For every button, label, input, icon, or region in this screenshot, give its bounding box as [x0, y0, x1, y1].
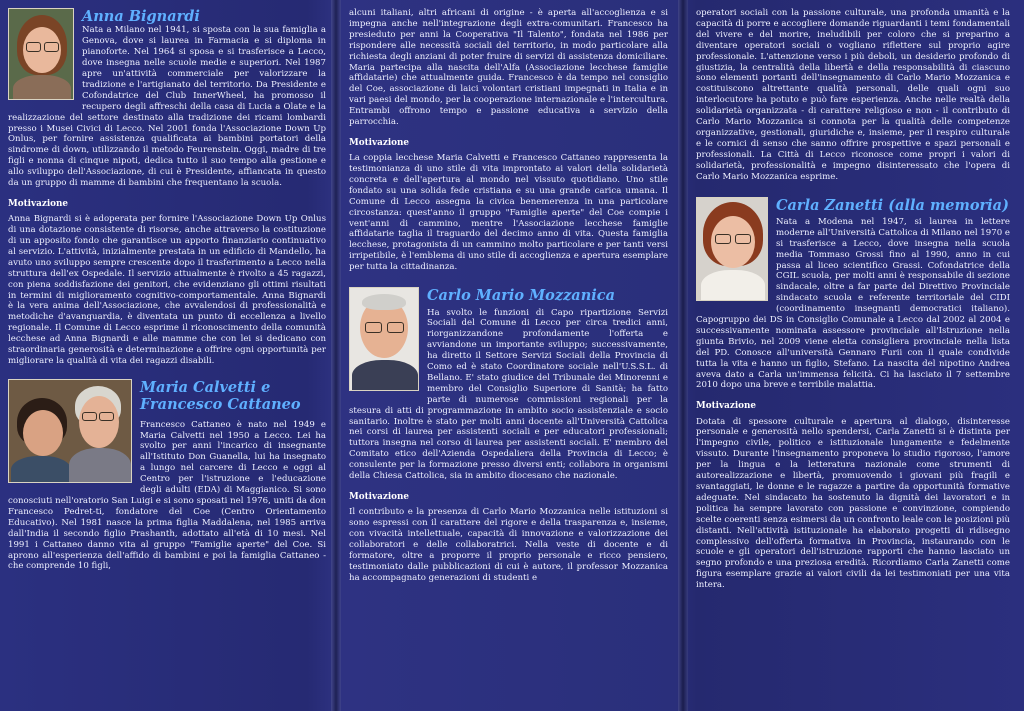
- profile-anna-bignardi: [8, 8, 326, 367]
- profile-carla-zanetti: [696, 197, 1010, 592]
- name-maria-calvetti: Maria Calvetti e: [140, 378, 271, 396]
- motivation-heading-anna: Motivazione: [8, 198, 69, 209]
- bio-anna-bignardi: Nata a Milano nel 1941, si sposta con la sua famiglia a Genova, dove si laurea in Farmacia e si diploma in pianoforte. Nel 1964 si sposa e si trasferisce a Lecco, dove insegna nelle scuole medie e superiori. Nel 1987 apre un'attività commerciale per valorizzare la tradizione e l'artigianato del territorio. Da Presidente e Cofondatrice del Club InnerWheel, ha promosso il recupero degli affreschi della casa di Lucia a Olate e la realizzazione del settore destinato alla tradizione dei ricami lombardi presso i Musei Civici di Lecco. Nel 2001 fonda l'Associazione Down Up Onlus, per fornire assistenza qualificata ai bambini portatori della sindrome di down, utilizzando il metodo Feurenstein. Oggi, madre di tre figli e nonna di cinque nipoti, dedica tutto il suo tempo alla gestione e allo sviluppo dell'Associazione, di cui è Presidente, affiancata in questo da un gruppo di mamme di bambini che frequentano la scuola.: [8, 25, 326, 189]
- name-carla-zanetti: Carla Zanetti (alla memoria): [776, 196, 1009, 214]
- name-carlo-mario-mozzanica: Carlo Mario Mozzanica: [427, 287, 615, 305]
- motivation-heading-calvetti: Motivazione: [349, 137, 410, 148]
- motivation-carlo-mario-mozzanica-continued: operatori sociali con la passione culturale, una profonda umanità e la capacità di porre e accogliere domande riguardanti i temi fondamentali del vivere e del morire, ineludibili per coloro che si preparino a diventare operatori sociali o vogliano riflettere sul proprio agire professionale. L'attenzione verso i più deboli, un desiderio profondo di giustizia, la centralità della libertà e della responsabilità di ciascuno sono elementi portanti dell'insegnamento di Carlo Mario Mozzanica e costituiscono altrettante qualità personali, delle quali ogni suo interlocutore ha potuto e può fare esperienza. Anche nelle realtà della solidarietà organizzata - di carattere religioso e non - il contributo di Carlo Mario Mozzanica si connota per la qualità delle competenze organizzative, gestionali, giuridiche e, insieme, per il respiro culturale e le cornici di senso che sanno offrire prospettive e spazi personali e professionali. La Città di Lecco riconosce come propri i valori di solidarietà, professionalità e impegno disinteressato che l'opera di Carlo Mario Mozzanica esprime.: [696, 8, 1010, 182]
- portrait-carlo-mario-mozzanica: [349, 287, 419, 391]
- name-anna-bignardi: Anna Bignardi: [82, 8, 200, 25]
- profile-calvetti-cattaneo: [8, 379, 326, 572]
- motivation-carlo-mario-mozzanica: Il contributo e la presenza di Carlo Mario Mozzanica nelle istituzioni si sono espressi con il carattere del rigore e della trasparenza e, insieme, con vivacità intellettuale, capacità di innovazione e valorizzazione dei collaboratori e delle collaboratrici. Nella veste di docente e di formatore, oltre a proporre il proprio personale e ricco pensiero, testimoniato dalle pubblicazioni di cui è autore, il professor Mozzanica ha accompagnato generazioni di studenti e: [349, 507, 668, 583]
- motivation-heading-zanetti: Motivazione: [696, 401, 757, 412]
- panel-middle: [339, 0, 680, 711]
- portrait-carla-zanetti: [696, 197, 768, 301]
- panel-left: [0, 0, 334, 711]
- portrait-anna-bignardi: [8, 8, 74, 100]
- name-francesco-cattaneo: Francesco Cattaneo: [140, 396, 301, 414]
- bio-carlo-mario-mozzanica: Ha svolto le funzioni di Capo ripartizione Servizi Sociali del Comune di Lecco per circa tredici anni, riorganizzandone profondamente l'offerta e avviandone un importante sviluppo; successivamente, ha diretto il Settore Servizi Sociali della Provincia di Como ed è stato Coordinatore sociale nell'U.S.S.L. di Bellano. E' stato giudice del Tribunale dei Minorenni e membro del Consiglio Superiore di Sanità; ha fatto parte di numerose commissioni regionali per la stesura di atti di programmazione in ambito socio assistenziale e socio sanitario. Inoltre è stato per molti anni docente all'Università Cattolica nei corsi di laurea per assistenti sociali e per educatori professionali; tuttora insegna nel corso di laurea per assistenti sociali. E' membro del Comitato etico dell'Azienda Ospedaliera della Provincia di Lecco; è consulente per la formazione presso diversi enti; collabora in organismi della Chiesa Cattolica, sia in ambito diocesano che nazionale.: [349, 307, 668, 482]
- bio-carla-zanetti: Nata a Modena nel 1947, si laurea in lettere moderne all'Università Cattolica di Milano nel 1970 e si trasferisce a Lecco, dove insegna nella scuola media Tommaso Grossi fino al 1990, anno in cui passa al liceo scientifico Grassi. Cofondatrice della CGIL scuola, per molti anni è responsabile di sezione sindacale, oltre a far parte del Direttivo Provinciale sindacato scuola e referente territoriale del CIDI (coordinamento insegnanti democratici italiano). Capogruppo dei DS in Consiglio Comunale a Lecco dal 2002 al 2004 e successivamente nominata assessore provinciale all'Istruzione nella giunta Brivio, nel 2009 viene eletta consigliera provinciale nella lista del PD. Conosce all'università Gennaro Furii con il quale condivide tutta la vita e hanno un figlio, Stefano. La nascita del nipotino Andrea aveva dato a Carla un'immensa felicità. Ci ha lasciato il 7 settembre 2010 dopo una breve e terribile malattia.: [696, 216, 1010, 391]
- profile-carlo-mario-mozzanica: [349, 287, 668, 583]
- panel-right: [686, 0, 1024, 711]
- motivation-heading-mozzanica: Motivazione: [349, 492, 410, 502]
- bio-calvetti-cattaneo: Francesco Cattaneo è nato nel 1949 e Maria Calvetti nel 1950 a Lecco. Lei ha svolto per anni l'incarico di insegnante all'Istituto Don Guanella, lui ha insegnato a lungo nel carcere di Lecco e oggi al Centro per l'istruzione e l'educazione degli adulti (EDA) di Maggianico. Si sono conosciuti nell'oratorio San Luigi e si sono sposati nel 1976, uniti da don Francesco Pedret-ti, fondatore del Coe (Centro Orientamento Educativo). Nel 1981 nasce la prima figlia Maddalena, nel 1985 arriva dall'India il secondo figlio Prashanth, adottato all'età di 10 mesi. Nel 1991 i Cattaneo danno vita al gruppo "Famiglie aperte" del Coe. Si aprono all'esperienza dell'affido di bambini e poi la famiglia Cattaneo - che comprende 10 figli,: [8, 419, 326, 572]
- motivation-carla-zanetti: Dotata di spessore culturale e apertura al dialogo, disinteresse personale e generosità nello spendersi, Carla Zanetti si è distinta per l'impegno civile, politico e istituzionale lungamente e fedelmente vissuto. Durante l'insegnamento proponeva lo studio rigoroso, l'amore per la lingua e la letteratura nazionale come strumenti di autorealizzazione e libertà, promuovendo i giovani più fragili e svantaggiati, le donne e le ragazze a partire da opportunità formative adeguate. Nel sindacato ha sostenuto la dignità dei lavoratori e in politica ha sempre lavorato con passione e convinzione, compiendo scelte coerenti senza esimersi da un confronto leale con le posizioni più distanti. Nell'attività istituzionale ha elaborato progetti di ridisegno complessivo dell'offerta formativa in Provincia, instaurando con le scuole e gli operatori dell'istruzione rapporti che hanno lasciato un segno profondo e una preziosa eredità. Ricordiamo Carla Zanetti come figura esemplare grazie ai valori civili da lei testimoniati per una vita intera.: [696, 416, 1010, 591]
- motivation-anna-bignardi: Anna Bignardi si è adoperata per fornire l'Associazione Down Up Onlus di una dotazione consistente di risorse, anche attraverso la costituzione di un apposito fondo che garantisce un apporto finanziario continuativo al servizio. L'attività, inizialmente prestata in un edificio di Mandello, ha avuto uno sviluppo sempre crescente dopo il trasferimento a Lecco nella struttura dell'ex Ospedale. Il servizio attualmente è rivolto a 45 ragazzi, con piena soddisfazione dei genitori, che evidenziano gli ottimi risultati in termini di miglioramento cognitivo-comportamentale. Anna Bignardi è la vera anima dell'Associazione, che avvalendosi di professionalità e metodiche d'avanguardia, è diventata un punto di eccellenza a livello regionale. Il Comune di Lecco esprime il riconoscimento della comunità lecchese ad Anna Bignardi e alle mamme che con lei si dedicano con straordinaria generosità e determinazione a offrire ogni opportunità per migliorare la qualità di vita dei ragazzi disabili.: [8, 214, 326, 366]
- portrait-calvetti-cattaneo: [8, 379, 132, 483]
- bio-calvetti-cattaneo-continued: alcuni italiani, altri africani di origine - è aperta all'accoglienza e si impegna anche nell'integrazione degli extra-comunitari. Francesco ha presieduto per anni la Cooperativa "Il Talento", fondata nel 1986 per rispondere alle necessità sociali del territorio, in modo particolare alla richiesta degli anziani di poter fruire di servizi di assistenza domiciliare. Maria partecipa alla nascita dell'Alfa (Associazione lecchese famiglie affidatarie) che attualmente guida. Francesco è da tempo nel consiglio del Coe, associazione di laici volontari cristiani impegnati in Italia e in vari paesi del mondo, per la cooperazione internazionale e l'intercultura. Entrambi offrono tempo e passione educativa a servizio della parrocchia.: [349, 8, 668, 128]
- motivation-calvetti-cattaneo: La coppia lecchese Maria Calvetti e Francesco Cattaneo rappresenta la testimonianza di uno stile di vita improntato ai valori della solidarietà concreta e dell'apertura al mondo nel vissuto quotidiano. Uno stile fondato su una solida fede cristiana e su una grande carica umana. Il Comune di Lecco assegna la civica benemerenza in una particolare circostanza: quest'anno il gruppo "Famiglie aperte" del Coe compie i vent'anni di cammino, mentre l'Associazione lecchese famiglie affidatarie taglia il traguardo del decimo anno di vita. Questa famiglia lecchese, protagonista di un cammino molto particolare e per tanti versi irripetibile, è l'emblema di uno stile di accoglienza e apertura esemplare per tutta la cittadinanza.: [349, 153, 668, 273]
